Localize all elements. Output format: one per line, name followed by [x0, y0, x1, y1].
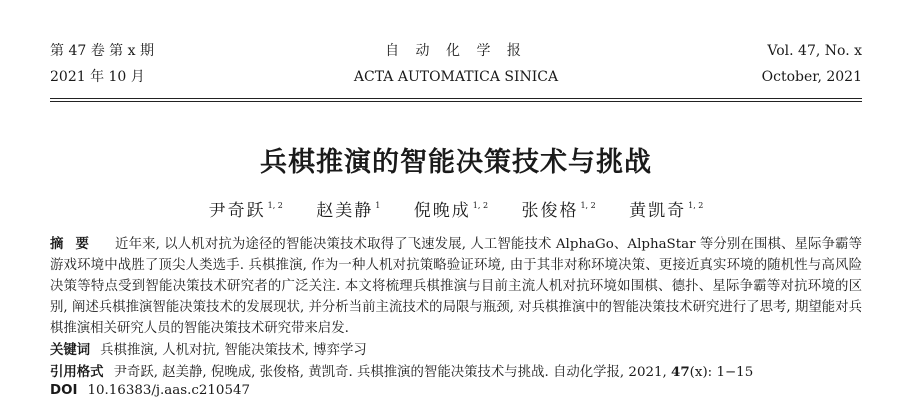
issue-date-en: October, 2021 [761, 69, 862, 85]
issue-info: 第 47 卷 第 x 期 [50, 43, 154, 59]
keywords-text: 兵棋推演, 人机对抗, 智能决策技术, 博弈学习 [100, 343, 367, 358]
author-affiliation: 1, 2 [688, 201, 704, 210]
doi-link[interactable]: 10.16383/j.aas.c210547 [87, 383, 251, 398]
issue-date-cn: 2021 年 10 月 [50, 69, 145, 85]
abstract-label [50, 237, 101, 252]
volume-info: Vol. 47, No. x [767, 43, 862, 59]
header-rule-thin [50, 101, 862, 102]
citation-text: 尹奇跃, 赵美静, 倪晚成, 张俊格, 黄凯奇. 兵棋推演的智能决策技术与挑战. 自动化学报, 2021, [113, 365, 672, 380]
author-name: 尹奇跃 [208, 201, 266, 221]
author-name: 张俊格 [521, 201, 579, 221]
abstract-label-text: 摘要 [50, 237, 102, 252]
citation-volume: 47 [671, 364, 690, 380]
author [414, 196, 488, 221]
author-affiliation: 1, 2 [580, 201, 596, 210]
author-name: 倪晚成 [413, 201, 471, 221]
author-affiliation: 1 [375, 201, 381, 210]
journal-header [50, 40, 862, 98]
doi [50, 383, 862, 398]
author-affiliation: 1, 2 [267, 201, 283, 210]
keywords [50, 339, 862, 358]
citation-label: 引用格式 [50, 365, 104, 380]
author [629, 196, 703, 221]
journal-name-en: ACTA AUTOMATICA SINICA [353, 69, 559, 85]
paper-title: 兵棋推演的智能决策技术与挑战 [260, 147, 652, 178]
author [316, 196, 380, 221]
doi-label: DOI [50, 383, 78, 398]
citation-pages: (x): 1−15 [689, 365, 754, 380]
journal-name-cn: 自 动 化 学 报 [385, 43, 527, 59]
keywords-label: 关键词 [50, 343, 91, 358]
citation [50, 361, 862, 380]
author-name: 赵美静 [316, 201, 374, 221]
header-rule-thick [50, 98, 862, 99]
author-affiliation: 1, 2 [472, 201, 489, 210]
abstract [50, 234, 862, 339]
author [521, 196, 595, 221]
author-name: 黄凯奇 [629, 201, 687, 221]
author-list [0, 196, 912, 221]
abstract-text: 近年来, 以人机对抗为途径的智能决策技术取得了飞速发展, 人工智能技术 AlphaGo、AlphaStar 等分别在围棋、星际争霸等游戏环境中战胜了顶尖人类选手. 兵棋推演, 作为一种人机对抗策略验证环境, 由于其非对称环境决策、更接近真实环境的随机性与高风险决策等特点受到智能决策技术研究者的广泛关注. 本文将梳理兵棋推演与目前主流人机对抗环境如围棋、德扑、星际争霸等对抗环境的区别, 阐述兵棋推演智能决策技术的发展现状, 并分析当前主流技术的局限与瓶颈, 对兵棋推演中的智能决策技术研究进行了思考, 期望能对兵棋推演相关研究人员的智能决策技术研究带来启发. [50, 237, 863, 336]
author [209, 196, 283, 221]
